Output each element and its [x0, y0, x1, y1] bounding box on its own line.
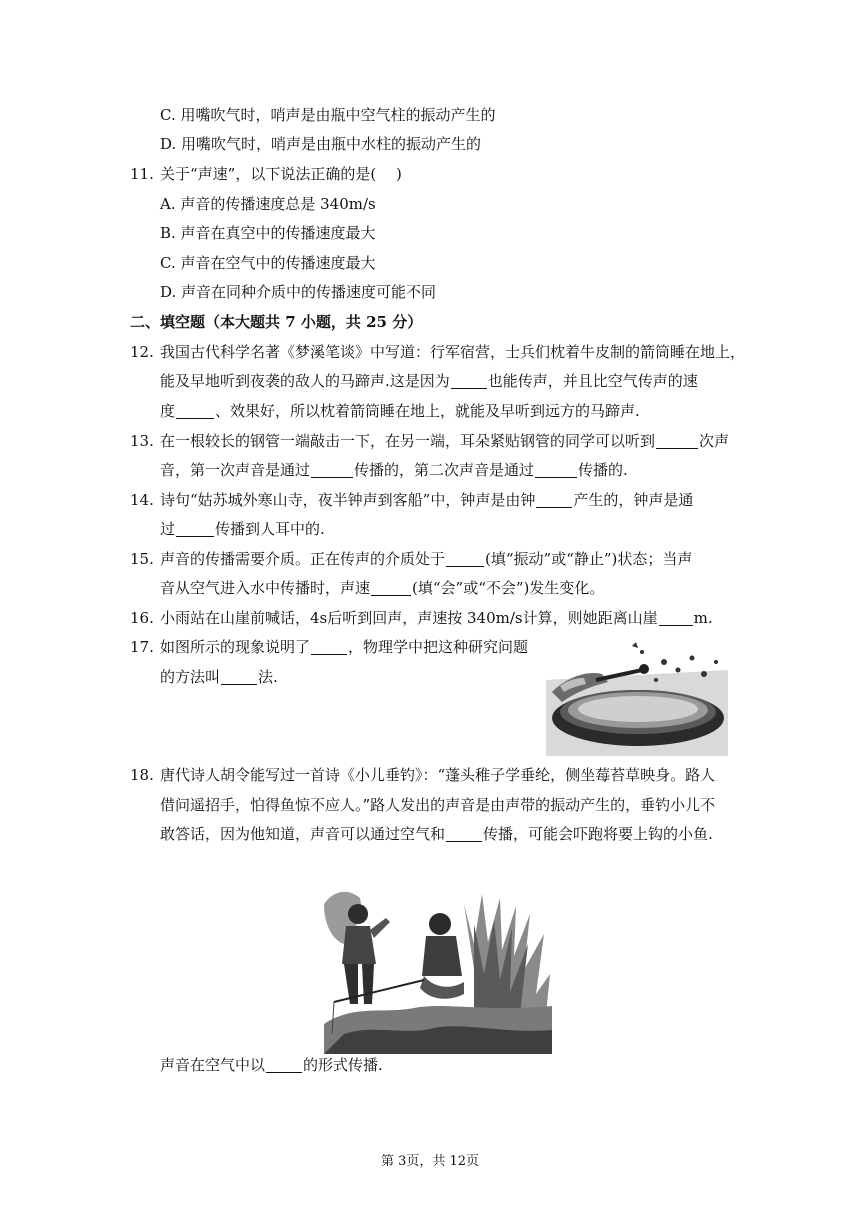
- q10-option-d: D. 用嘴吹气时，哨声是由瓶中水柱的振动产生的: [160, 135, 482, 153]
- q13-line-2: [160, 459, 628, 481]
- q13-text-1b: 次声: [699, 432, 730, 450]
- q17-line-1: [160, 636, 528, 658]
- q11-option-b: B. 声音在真空中的传播速度最大: [160, 224, 376, 242]
- q12-text-2b: 也能传声，并且比空气传声的速: [487, 372, 698, 390]
- q12-text-3b: 、效果好，所以枕着箭筒睡在地上，就能及早听到远方的马蹄声.: [215, 402, 640, 420]
- q13-text-1a: 在一根较长的钢管一端敲击一下，在另一端，耳朵紧贴钢管的同学可以听到: [160, 432, 656, 450]
- q10-option-c: C. 用嘴吹气时，哨声是由瓶中空气柱的振动产生的: [160, 106, 496, 124]
- q13-text-2c: 传播的.: [578, 461, 628, 479]
- q14-blank-1: [536, 491, 572, 508]
- q13-text-2b: 传播的，第二次声音是通过: [354, 461, 535, 479]
- q14-text-2a: 过: [160, 520, 176, 538]
- q17-blank-2: [221, 668, 257, 685]
- q13-line-1: [160, 430, 729, 452]
- q14-blank-2: [176, 520, 214, 537]
- drum-experiment-figure: [546, 640, 728, 756]
- q17-text-1a: 如图所示的现象说明了: [160, 638, 311, 656]
- child-fishing-figure: [324, 884, 552, 1054]
- q17-text-2a: 的方法叫: [160, 668, 221, 686]
- q12-text-2a: 能及早地听到夜袭的敌人的马蹄声.这是因为: [160, 372, 450, 390]
- q15-text-2a: 音从空气进入水中传播时，声速: [160, 579, 371, 597]
- q18-text-4a: 声音在空气中以: [160, 1056, 266, 1074]
- q17-line-2: [160, 666, 278, 688]
- q11-option-d: D. 声音在同种介质中的传播速度可能不同: [160, 283, 437, 301]
- q16-text-1b: m.: [693, 609, 713, 627]
- q18-line-2: 借问遥招手，怕得鱼惊不应人。”路人发出的声音是由声带的振动产生的，垂钓小儿不: [160, 796, 716, 814]
- q16-line-1: [160, 607, 713, 629]
- q16-number: 16.: [130, 609, 154, 627]
- q15-text-1a: 声音的传播需要介质。正在传声的介质处于: [160, 550, 446, 568]
- q15-text-2b: (填“会”或“不会”)发生变化。: [412, 579, 605, 597]
- q13-blank-2: [311, 461, 353, 478]
- q14-line-2: [160, 518, 325, 540]
- q14-text-1a: 诗句“姑苏城外寒山寺，夜半钟声到客船”中，钟声是由钟: [160, 491, 536, 509]
- q16-blank-1: [659, 609, 693, 626]
- q13-blank-3: [535, 461, 577, 478]
- q13-blank-1: [656, 432, 698, 449]
- q12-number: 12.: [130, 343, 154, 361]
- q17-text-1b: ，物理学中把这种研究问题: [348, 638, 529, 656]
- q18-blank-1: [446, 825, 482, 842]
- q15-text-1b: (填“振动”或“静止”)状态；当声: [485, 550, 693, 568]
- q11-option-c: C. 声音在空气中的传播速度最大: [160, 254, 376, 272]
- q12-line-3: [160, 400, 640, 422]
- q17-number: 17.: [130, 638, 154, 656]
- q11-number: 11.: [130, 165, 154, 183]
- q18-line-3: [160, 823, 713, 845]
- section-heading-fill-in: 二、填空题（本大题共 7 小题，共 25 分）: [130, 313, 423, 331]
- q12-line-1: 我国古代科学名著《梦溪笔谈》中写道：行军宿营，士兵们枕着牛皮制的箭筒睡在地上，: [160, 343, 746, 361]
- q14-line-1: [160, 489, 693, 511]
- q18-text-3b: 传播，可能会吓跑将要上钩的小鱼.: [483, 825, 713, 843]
- q18-line-4: [160, 1054, 383, 1076]
- q15-line-2: [160, 577, 604, 599]
- q14-text-2b: 传播到人耳中的.: [215, 520, 325, 538]
- q17-blank-1: [311, 638, 347, 655]
- q14-number: 14.: [130, 491, 154, 509]
- q16-text-1a: 小雨站在山崖前喊话，4s后听到回声，声速按 340m/s计算，则她距离山崖: [160, 609, 658, 627]
- q12-text-3a: 度: [160, 402, 176, 420]
- q18-number: 18.: [130, 766, 154, 784]
- q15-blank-1: [446, 550, 484, 567]
- q17-text-2b: 法.: [258, 668, 278, 686]
- q14-text-1b: 产生的，钟声是通: [573, 491, 694, 509]
- q15-blank-2: [371, 579, 411, 596]
- q11-option-a: A. 声音的传播速度总是 340m/s: [160, 195, 376, 213]
- q12-blank-2: [176, 402, 214, 419]
- q15-line-1: [160, 548, 692, 570]
- q13-number: 13.: [130, 432, 154, 450]
- q18-text-3a: 敢答话，因为他知道，声音可以通过空气和: [160, 825, 446, 843]
- q18-blank-2: [266, 1056, 302, 1073]
- q18-text-4b: 的形式传播.: [303, 1056, 383, 1074]
- q18-line-1: 唐代诗人胡令能写过一首诗《小儿垂钓》：“蓬头稚子学垂纶，侧坐莓苔草映身。路人: [160, 766, 716, 784]
- q15-number: 15.: [130, 550, 154, 568]
- q12-blank-1: [451, 372, 487, 389]
- q13-text-2a: 音，第一次声音是通过: [160, 461, 311, 479]
- page-footer: 第 3页，共 12页: [380, 1154, 480, 1169]
- q12-line-2: [160, 370, 698, 392]
- q11-stem: 关于“声速”，以下说法正确的是( ): [160, 165, 402, 183]
